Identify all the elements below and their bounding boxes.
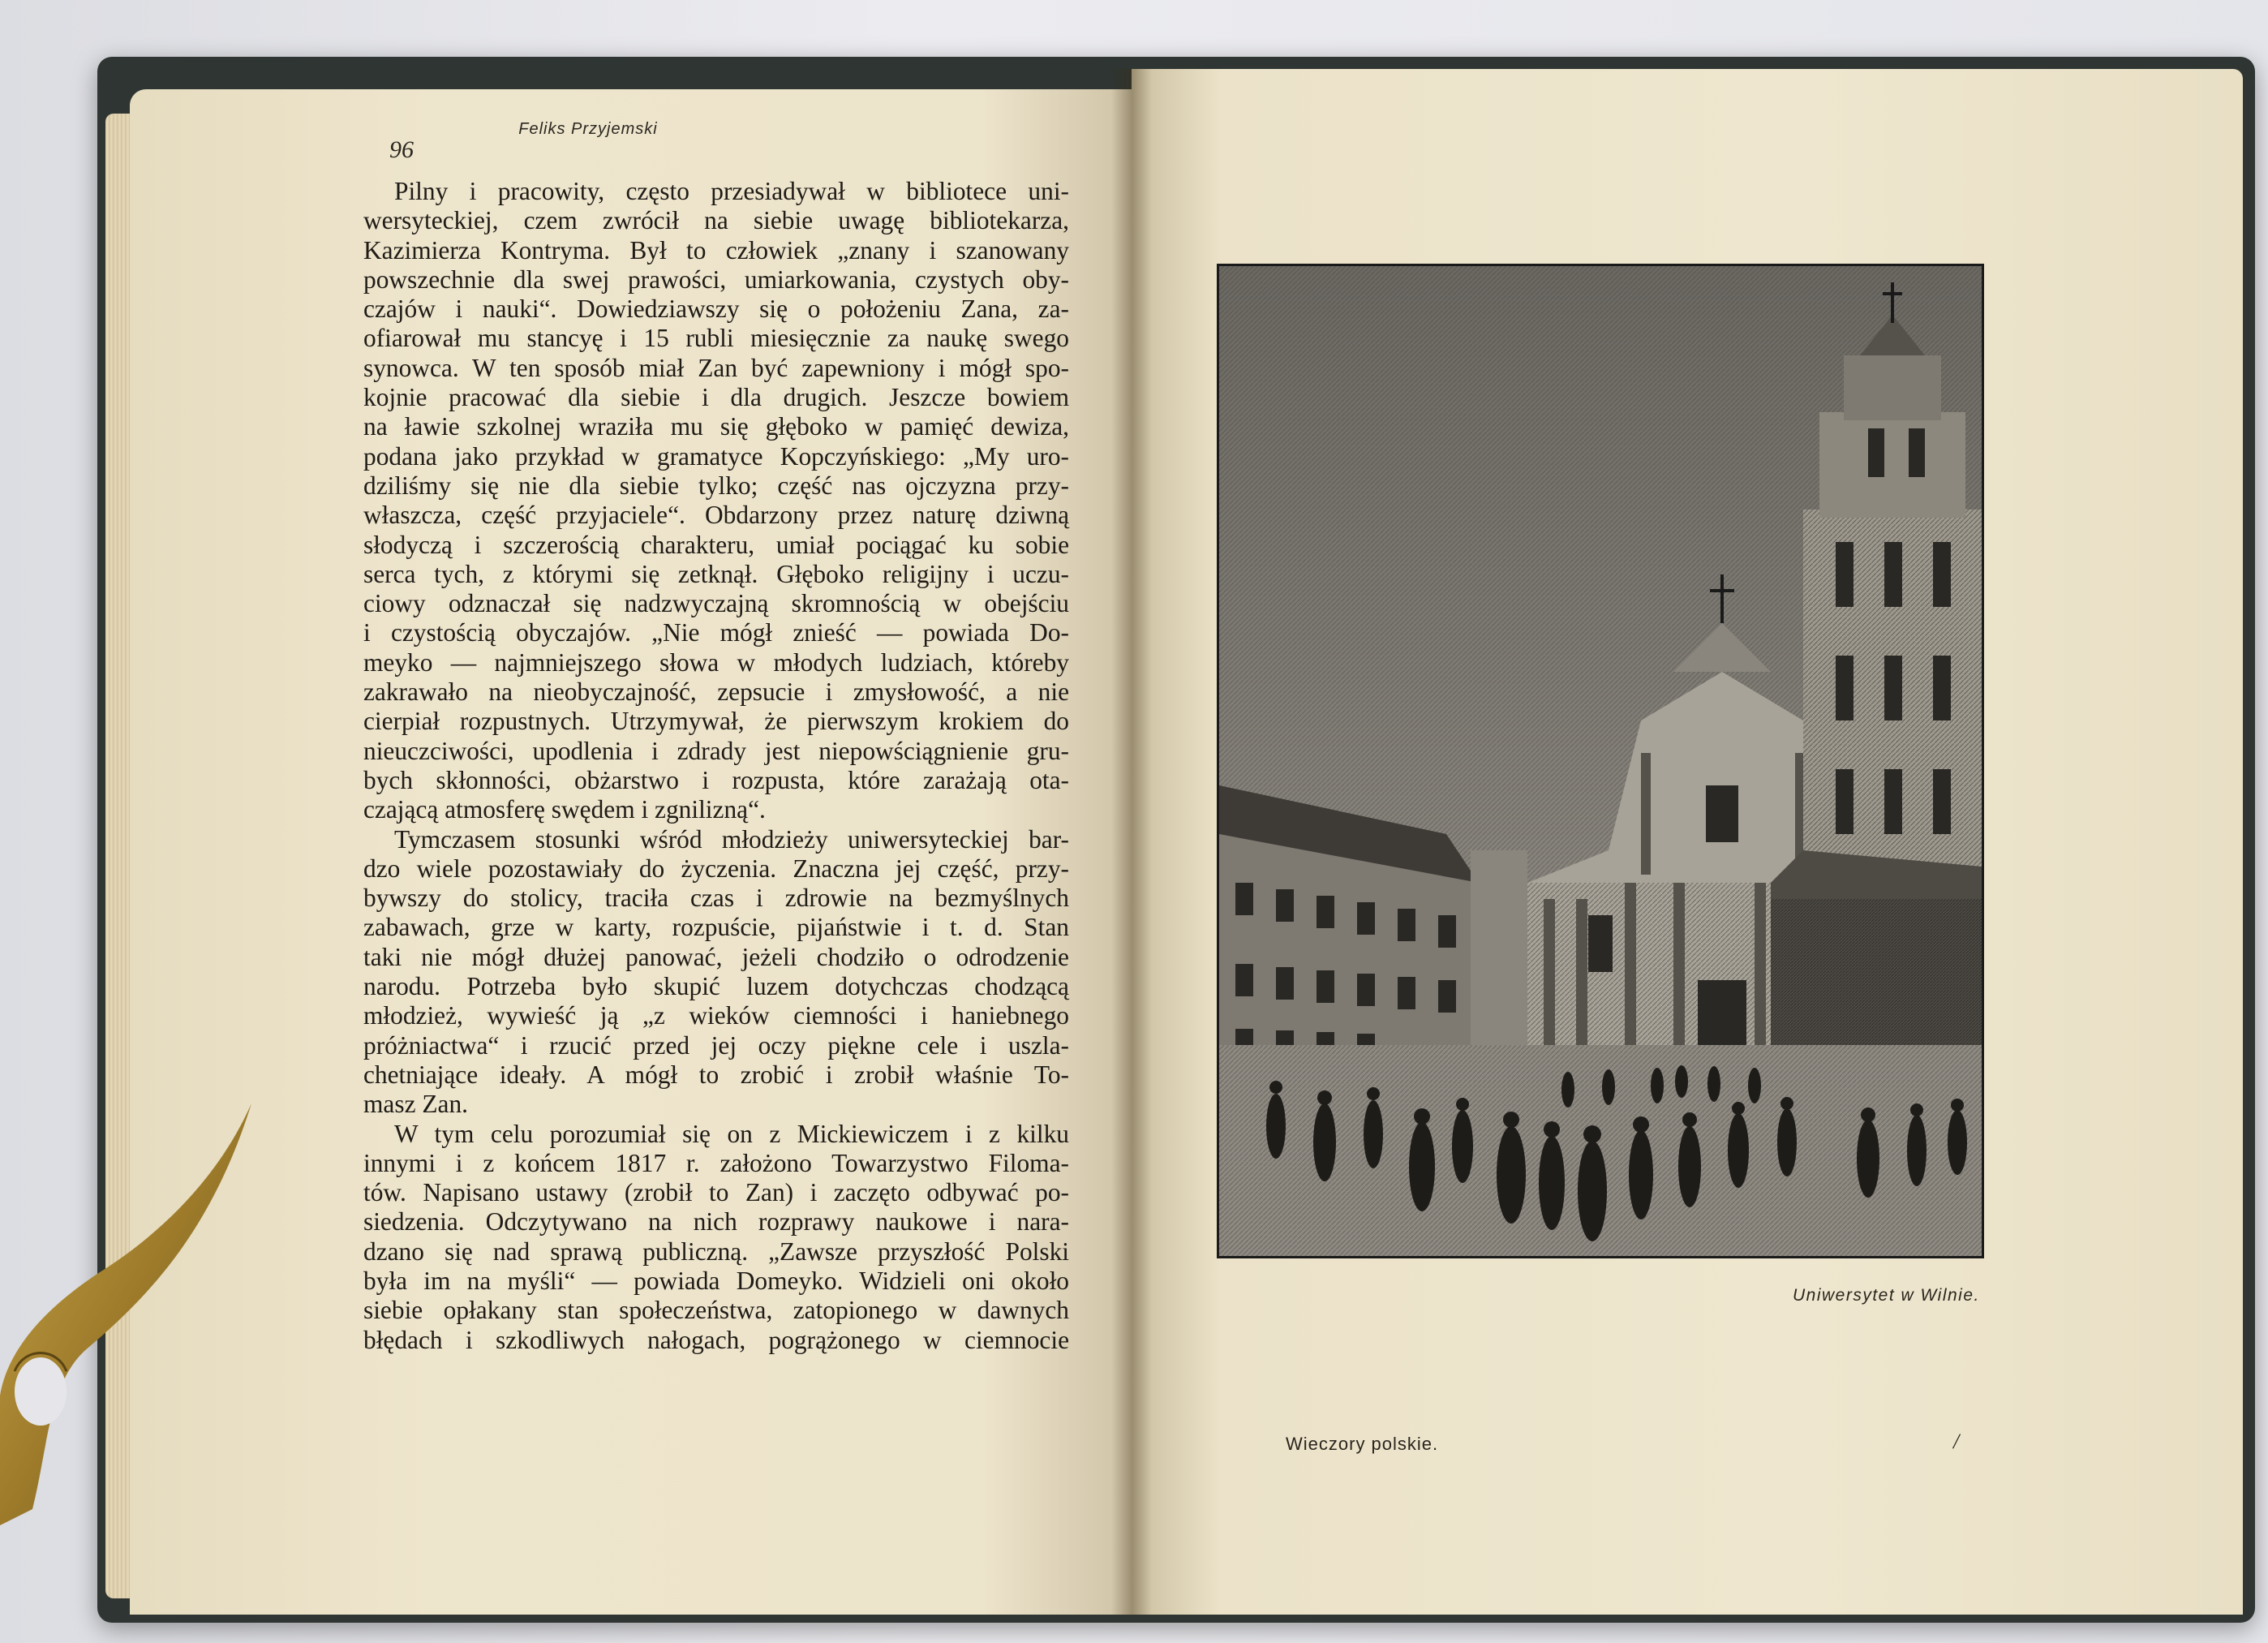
text-line: na ławie szkolnej wraziła mu się głęboko w pamięć dewiza,	[363, 412, 1069, 441]
text-line: chetniające ideały. A mógł to zrobić i zrobił właśnie To-	[363, 1060, 1069, 1089]
text-line: serca tych, z którymi się zetknął. Głęboko religijny i uczu-	[363, 559, 1069, 588]
text-line: bych skłonności, obżarstwo i rozpusta, które zarażają ota-	[363, 765, 1069, 794]
text-line: czajów i nauki“. Dowiedziawszy się o położeniu Zana, za-	[363, 295, 1069, 324]
text-line: tów. Napisano ustawy (zrobił to Zan) i zaczęto odbywać po-	[363, 1178, 1069, 1207]
text-line: czającą atmosferę swędem i zgnilizną“.	[363, 795, 766, 824]
text-line: właszcza, część przyjaciele“. Obdarzony przez naturę dziwną	[363, 501, 1069, 530]
text-line: młodzież, wywieść ją „z wieków ciemności i haniebnego	[363, 1001, 1069, 1030]
running-head: Feliks Przyjemski	[518, 120, 658, 138]
footer-signature: Wieczory polskie.	[1286, 1434, 1439, 1454]
text-line: cierpiał rozpustnych. Utrzymywał, że pierwszym krokiem do	[363, 707, 1069, 736]
illustration-caption: Uniwersytet w Wilnie.	[1793, 1286, 1980, 1305]
text-line: Kazimierza Kontryma. Był to człowiek „znany i szanowany	[363, 235, 1069, 265]
text-line: wersyteckiej, czem zwrócił na siebie uwagę bibliotekarza,	[363, 206, 1069, 235]
footer-mark: /	[1953, 1430, 1960, 1453]
text-line: ciowy odznaczał się nadzwyczajną skromnością w obejściu	[363, 589, 1069, 618]
text-line: błędach i szkodliwych nałogach, pogrążonego w ciemnocie	[363, 1325, 1069, 1354]
text-line: była im na myśli“ — powiada Domeyko. Widzieli oni około	[363, 1266, 1069, 1295]
text-line: podana jako przykład w gramatyce Kopczyńskiego: „My uro-	[363, 441, 1069, 471]
text-line: słodyczą i szczerością charakteru, umiał pociągać ku sobie	[363, 530, 1069, 559]
text-line: siedzenia. Odczytywano na nich rozprawy naukowe i nara-	[363, 1207, 1069, 1237]
page-number: 96	[389, 136, 414, 163]
text-line: dzano się nad sprawą publiczną. „Zawsze przyszłość Polski	[363, 1237, 1069, 1266]
text-line: próżniactwa“ i rzucić przed jej oczy piękne cele i uszla-	[363, 1030, 1069, 1060]
engraving-image	[1219, 266, 1982, 1256]
text-line: meyko — najmniejszego słowa w młodych ludziach, któreby	[363, 647, 1069, 677]
text-line: Pilny i pracowity, często przesiadywał w bibliotece uni-	[394, 177, 1069, 205]
book-gutter	[1111, 69, 1152, 1615]
text-line: zabawach, grze w karty, rozpuście, pijaństwie i t. d. Stan	[363, 913, 1069, 942]
text-line: innymi i z końcem 1817 r. założono Towarzystwo Filoma-	[363, 1148, 1069, 1177]
text-line: i czystością obyczajów. „Nie mógł znieść — powiada Do-	[363, 618, 1069, 647]
text-line: narodu. Potrzeba było skupić luzem dotychczas chodzącą	[363, 972, 1069, 1001]
text-line: powszechnie dla swej prawości, umiarkowania, czystych oby-	[363, 265, 1069, 294]
text-line: W tym celu porozumiał się on z Mickiewiczem i z kilku	[394, 1119, 1069, 1148]
text-line: nieuczciwości, upodlenia i zdrady jest niepowściągnienie gru-	[363, 736, 1069, 765]
brass-bookmark[interactable]	[0, 1103, 268, 1525]
text-line: dziliśmy się nie dla siebie tylko; część nas ojczyzna przy-	[363, 471, 1069, 500]
text-line: zakrawało na nieobyczajność, zepsucie i zmysłowość, a nie	[363, 677, 1069, 707]
right-chapel	[1771, 850, 1982, 1077]
text-line: kojnie pracować dla siebie i dla drugich. Jeszcze bowiem	[363, 383, 1069, 412]
text-line: taki nie mógł dłużej panować, jeżeli chodziło o odrodzenie	[363, 942, 1069, 971]
text-line: masz Zan.	[363, 1090, 468, 1119]
text-line: bywszy do stolicy, traciła czas i zdrowie na bezmyślnych	[363, 884, 1069, 913]
text-line: Tymczasem stosunki wśród młodzieży uniwersyteckiej bar-	[394, 824, 1069, 854]
engraving-university-of-vilnius	[1217, 264, 1984, 1258]
body-text	[363, 177, 1069, 1355]
text-line: dzo wiele pozostawiały do życzenia. Znaczna jej część, przy-	[363, 854, 1069, 883]
text-line: synowca. W ten sposób miał Zan być zapewniony i mógł spo-	[363, 353, 1069, 382]
text-line: siebie opłakany stan społeczeństwa, zatopionego w dawnych	[363, 1296, 1069, 1325]
text-line: ofiarował mu stancyę i 15 rubli miesięcznie za naukę swego	[363, 324, 1069, 353]
